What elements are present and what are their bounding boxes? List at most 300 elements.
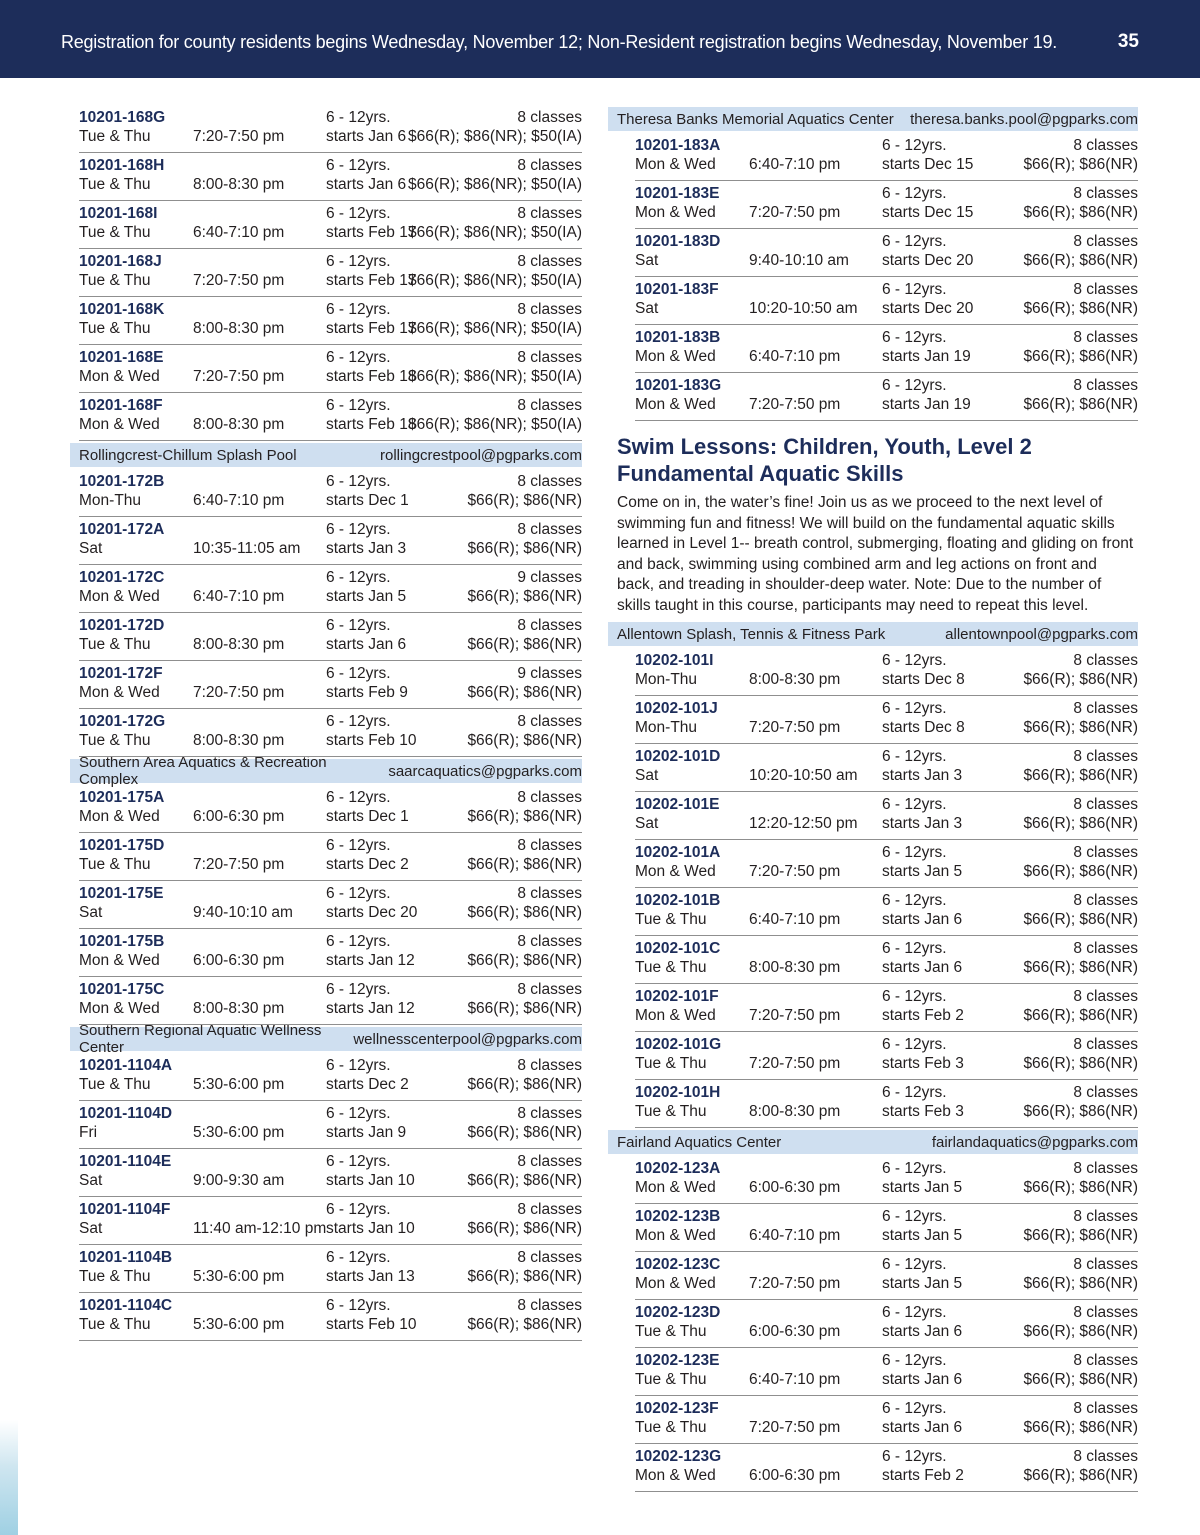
course-code: 10201-172F bbox=[79, 665, 163, 682]
listing-line-2 bbox=[79, 587, 582, 607]
class-count: 8 classes bbox=[1073, 940, 1138, 957]
class-listing bbox=[635, 650, 1138, 696]
start-date: starts Feb 18 bbox=[326, 416, 417, 433]
class-count: 8 classes bbox=[517, 253, 582, 270]
class-count: 8 classes bbox=[517, 1201, 582, 1218]
listing-line-1 bbox=[79, 300, 582, 320]
listing-line-1 bbox=[79, 396, 582, 416]
venue-header bbox=[70, 443, 582, 467]
class-listing bbox=[79, 883, 582, 929]
fee: $66(R); $86(NR); $50(IA) bbox=[407, 176, 582, 193]
listing-line-2 bbox=[635, 155, 1138, 175]
listing-line-1 bbox=[635, 891, 1138, 911]
class-listing bbox=[635, 1398, 1138, 1444]
meeting-days: Tue & Thu bbox=[635, 1419, 707, 1436]
age-range: 6 - 12yrs. bbox=[882, 1036, 947, 1053]
venue-group bbox=[79, 1022, 582, 1341]
listing-line-1 bbox=[79, 932, 582, 952]
fee: $66(R); $86(NR) bbox=[1023, 348, 1138, 365]
class-count: 8 classes bbox=[517, 617, 582, 634]
listing-line-1 bbox=[635, 651, 1138, 671]
meeting-time: 8:00-8:30 pm bbox=[193, 320, 285, 337]
venue-email-link[interactable]: fairlandaquatics@pgparks.com bbox=[931, 1133, 1138, 1151]
meeting-time: 7:20-7:50 pm bbox=[749, 863, 841, 880]
listing-line-1 bbox=[635, 699, 1138, 719]
listing-line-1 bbox=[79, 520, 582, 540]
meeting-time: 8:00-8:30 pm bbox=[193, 1000, 285, 1017]
decorative-water-splash bbox=[0, 1420, 18, 1535]
class-listing bbox=[79, 251, 582, 297]
meeting-time: 6:40-7:10 pm bbox=[749, 1227, 841, 1244]
meeting-days: Tue & Thu bbox=[79, 320, 151, 337]
listing-line-2 bbox=[79, 223, 582, 243]
age-range: 6 - 12yrs. bbox=[882, 1208, 947, 1225]
course-code: 10202-101B bbox=[635, 892, 721, 909]
class-count: 8 classes bbox=[1073, 652, 1138, 669]
meeting-time: 7:20-7:50 pm bbox=[193, 272, 285, 289]
meeting-time: 6:00-6:30 pm bbox=[193, 952, 285, 969]
meeting-time: 8:00-8:30 pm bbox=[193, 176, 285, 193]
class-listing bbox=[635, 1350, 1138, 1396]
age-range: 6 - 12yrs. bbox=[326, 473, 391, 490]
listing-line-2 bbox=[635, 395, 1138, 415]
class-count: 8 classes bbox=[1073, 796, 1138, 813]
age-range: 6 - 12yrs. bbox=[882, 233, 947, 250]
class-count: 8 classes bbox=[517, 981, 582, 998]
fee: $66(R); $86(NR) bbox=[1023, 1371, 1138, 1388]
meeting-time: 9:40-10:10 am bbox=[193, 904, 293, 921]
meeting-days: Tue & Thu bbox=[79, 224, 151, 241]
start-date: starts Jan 6 bbox=[882, 1419, 963, 1436]
meeting-time: 7:20-7:50 pm bbox=[193, 856, 285, 873]
class-count: 8 classes bbox=[1073, 185, 1138, 202]
fee: $66(R); $86(NR) bbox=[467, 1268, 582, 1285]
listing-line-2 bbox=[79, 175, 582, 195]
class-listing bbox=[79, 299, 582, 345]
course-code: 10202-101J bbox=[635, 700, 718, 717]
course-code: 10201-172A bbox=[79, 521, 165, 538]
class-listing bbox=[635, 1254, 1138, 1300]
course-code: 10201-183B bbox=[635, 329, 721, 346]
course-code: 10201-183G bbox=[635, 377, 722, 394]
meeting-time: 9:00-9:30 am bbox=[193, 1172, 285, 1189]
course-code: 10201-168F bbox=[79, 397, 163, 414]
fee: $66(R); $86(NR); $50(IA) bbox=[407, 320, 582, 337]
class-count: 8 classes bbox=[517, 713, 582, 730]
listing-line-2 bbox=[635, 910, 1138, 930]
meeting-days: Tue & Thu bbox=[79, 128, 151, 145]
listing-line-1 bbox=[79, 1056, 582, 1076]
class-count: 8 classes bbox=[517, 933, 582, 950]
fee: $66(R); $86(NR) bbox=[1023, 252, 1138, 269]
age-range: 6 - 12yrs. bbox=[326, 301, 391, 318]
age-range: 6 - 12yrs. bbox=[326, 665, 391, 682]
class-count: 8 classes bbox=[1073, 988, 1138, 1005]
age-range: 6 - 12yrs. bbox=[882, 281, 947, 298]
venue-name: Fairland Aquatics Center bbox=[617, 1133, 782, 1151]
fee: $66(R); $86(NR) bbox=[1023, 863, 1138, 880]
meeting-days: Sat bbox=[79, 540, 103, 557]
meeting-time: 7:20-7:50 pm bbox=[749, 1007, 841, 1024]
meeting-days: Mon-Thu bbox=[79, 492, 142, 509]
age-range: 6 - 12yrs. bbox=[326, 1105, 391, 1122]
fee: $66(R); $86(NR) bbox=[467, 1124, 582, 1141]
start-date: starts Jan 19 bbox=[882, 396, 971, 413]
listing-line-1 bbox=[635, 939, 1138, 959]
class-listing bbox=[635, 279, 1138, 325]
listing-line-2 bbox=[79, 951, 582, 971]
meeting-days: Mon & Wed bbox=[79, 684, 160, 701]
course-venue-groups bbox=[617, 622, 1138, 1492]
class-count: 8 classes bbox=[517, 1297, 582, 1314]
course-code: 10201-168I bbox=[79, 205, 158, 222]
class-count: 8 classes bbox=[517, 397, 582, 414]
left-column bbox=[79, 107, 582, 1343]
class-count: 9 classes bbox=[517, 569, 582, 586]
course-code: 10202-123D bbox=[635, 1304, 721, 1321]
class-listing bbox=[635, 890, 1138, 936]
listing-line-2 bbox=[79, 1315, 582, 1335]
fee: $66(R); $86(NR) bbox=[1023, 300, 1138, 317]
listing-line-2 bbox=[635, 1418, 1138, 1438]
meeting-time: 8:00-8:30 pm bbox=[749, 959, 841, 976]
fee: $66(R); $86(NR) bbox=[1023, 767, 1138, 784]
start-date: starts Jan 6 bbox=[326, 128, 407, 145]
age-range: 6 - 12yrs. bbox=[882, 1304, 947, 1321]
meeting-days: Tue & Thu bbox=[635, 1371, 707, 1388]
listing-line-1 bbox=[79, 568, 582, 588]
start-date: starts Jan 3 bbox=[326, 540, 407, 557]
fee: $66(R); $86(NR); $50(IA) bbox=[407, 272, 582, 289]
listing-line-2 bbox=[79, 807, 582, 827]
venue-email-link[interactable]: rollingcrestpool@pgparks.com bbox=[380, 446, 582, 464]
meeting-time: 11:40 am-12:10 pm bbox=[193, 1220, 327, 1237]
course-code: 10201-1104B bbox=[79, 1249, 173, 1266]
fee: $66(R); $86(NR) bbox=[1023, 1467, 1138, 1484]
listing-line-2 bbox=[79, 539, 582, 559]
listing-line-1 bbox=[635, 1351, 1138, 1371]
class-count: 8 classes bbox=[517, 1153, 582, 1170]
age-range: 6 - 12yrs. bbox=[882, 652, 947, 669]
meeting-time: 10:20-10:50 am bbox=[749, 767, 858, 784]
meeting-days: Tue & Thu bbox=[635, 959, 707, 976]
meeting-time: 6:00-6:30 pm bbox=[749, 1323, 841, 1340]
theresa-banks-group bbox=[617, 107, 1138, 421]
meeting-days: Mon & Wed bbox=[635, 1179, 716, 1196]
course-code: 10201-1104E bbox=[79, 1153, 172, 1170]
listing-line-1 bbox=[79, 1248, 582, 1268]
meeting-time: 7:20-7:50 pm bbox=[193, 684, 285, 701]
course-code: 10202-123B bbox=[635, 1208, 721, 1225]
course-code: 10202-101G bbox=[635, 1036, 722, 1053]
listing-line-1 bbox=[79, 712, 582, 732]
listing-line-2 bbox=[635, 814, 1138, 834]
class-count: 8 classes bbox=[1073, 377, 1138, 394]
class-listing bbox=[79, 1055, 582, 1101]
meeting-days: Tue & Thu bbox=[79, 636, 151, 653]
meeting-days: Mon & Wed bbox=[79, 808, 160, 825]
class-count: 8 classes bbox=[517, 157, 582, 174]
class-count: 8 classes bbox=[1073, 233, 1138, 250]
meeting-days: Mon & Wed bbox=[635, 1007, 716, 1024]
listing-line-2 bbox=[635, 1370, 1138, 1390]
age-range: 6 - 12yrs. bbox=[882, 1160, 947, 1177]
listing-line-1 bbox=[635, 184, 1138, 204]
class-listing bbox=[635, 842, 1138, 888]
start-date: starts Feb 17 bbox=[326, 272, 417, 289]
listing-line-1 bbox=[635, 1399, 1138, 1419]
meeting-days: Mon & Wed bbox=[79, 368, 160, 385]
meeting-time: 7:20-7:50 pm bbox=[749, 719, 841, 736]
course-code: 10201-175C bbox=[79, 981, 165, 998]
course-description: Come on in, the water’s fine! Join us as we proceed to the next level of swimming fun and fitness! We will build on the fundamental aquatic skills learned in Level 1-- breath control, submerging, floating and gliding on front and back, swimming using combined arm and leg actions on front and back, and treading in shoulder-deep water. Note: Due to the number of skills taught in this course, participants may need to repeat this level. bbox=[617, 494, 1134, 614]
age-range: 6 - 12yrs. bbox=[326, 1249, 391, 1266]
start-date: starts Jan 6 bbox=[882, 1371, 963, 1388]
start-date: starts Jan 5 bbox=[882, 863, 963, 880]
class-listing bbox=[79, 1295, 582, 1341]
start-date: starts Dec 20 bbox=[326, 904, 418, 921]
venue-email-link[interactable]: wellnesscenterpool@pgparks.com bbox=[353, 1030, 582, 1048]
meeting-days: Tue & Thu bbox=[635, 1323, 707, 1340]
course-title: Swim Lessons: Children, Youth, Level 2 Fundamental Aquatic Skills bbox=[617, 434, 1032, 486]
fee: $66(R); $86(NR) bbox=[467, 540, 582, 557]
fee: $66(R); $86(NR) bbox=[467, 492, 582, 509]
meeting-days: Sat bbox=[79, 904, 103, 921]
course-code: 10201-175B bbox=[79, 933, 165, 950]
class-count: 8 classes bbox=[517, 837, 582, 854]
course-code: 10202-123F bbox=[635, 1400, 719, 1417]
fee: $66(R); $86(NR) bbox=[1023, 1179, 1138, 1196]
age-range: 6 - 12yrs. bbox=[326, 837, 391, 854]
start-date: starts Jan 10 bbox=[326, 1172, 415, 1189]
registration-banner: Registration for county residents begins Wednesday, November 12; Non-Resident registration begins Wednesday, November 19. bbox=[61, 32, 1057, 52]
age-range: 6 - 12yrs. bbox=[326, 521, 391, 538]
meeting-days: Mon & Wed bbox=[79, 1000, 160, 1017]
fee: $66(R); $86(NR) bbox=[467, 732, 582, 749]
course-code: 10202-101C bbox=[635, 940, 721, 957]
class-listing bbox=[79, 931, 582, 977]
fee: $66(R); $86(NR); $50(IA) bbox=[407, 224, 582, 241]
listing-line-2 bbox=[79, 683, 582, 703]
class-listing bbox=[635, 698, 1138, 744]
meeting-days: Tue & Thu bbox=[635, 911, 707, 928]
age-range: 6 - 12yrs. bbox=[882, 1084, 947, 1101]
listing-line-1 bbox=[635, 1255, 1138, 1275]
meeting-time: 7:20-7:50 pm bbox=[749, 1275, 841, 1292]
class-count: 8 classes bbox=[1073, 748, 1138, 765]
listing-line-1 bbox=[635, 232, 1138, 252]
course-code: 10201-183D bbox=[635, 233, 721, 250]
meeting-days: Mon & Wed bbox=[635, 156, 716, 173]
start-date: starts Dec 8 bbox=[882, 671, 965, 688]
start-date: starts Dec 20 bbox=[882, 252, 974, 269]
age-range: 6 - 12yrs. bbox=[326, 205, 391, 222]
meeting-time: 9:40-10:10 am bbox=[749, 252, 849, 269]
start-date: starts Jan 5 bbox=[882, 1275, 963, 1292]
age-range: 6 - 12yrs. bbox=[882, 748, 947, 765]
meeting-days: Sat bbox=[79, 1220, 103, 1237]
class-count: 8 classes bbox=[517, 885, 582, 902]
age-range: 6 - 12yrs. bbox=[326, 109, 391, 126]
listing-line-2 bbox=[79, 1171, 582, 1191]
age-range: 6 - 12yrs. bbox=[882, 844, 947, 861]
class-count: 8 classes bbox=[1073, 329, 1138, 346]
fee: $66(R); $86(NR) bbox=[1023, 204, 1138, 221]
course-code: 10201-183A bbox=[635, 137, 721, 154]
listing-line-2 bbox=[635, 1274, 1138, 1294]
class-listing bbox=[79, 107, 582, 153]
age-range: 6 - 12yrs. bbox=[326, 1201, 391, 1218]
meeting-days: Mon & Wed bbox=[79, 588, 160, 605]
class-listing bbox=[635, 1158, 1138, 1204]
meeting-days: Sat bbox=[635, 300, 659, 317]
fee: $66(R); $86(NR) bbox=[1023, 959, 1138, 976]
class-listing bbox=[79, 203, 582, 249]
meeting-time: 6:40-7:10 pm bbox=[749, 348, 841, 365]
venue-name: Allentown Splash, Tennis & Fitness Park bbox=[617, 625, 886, 643]
listing-line-2 bbox=[79, 635, 582, 655]
class-listing bbox=[635, 375, 1138, 421]
course-code: 10201-172C bbox=[79, 569, 165, 586]
listing-line-2 bbox=[79, 415, 582, 435]
listing-line-2 bbox=[79, 731, 582, 751]
venue-email-link[interactable]: saarcaquatics@pgparks.com bbox=[388, 762, 582, 780]
fee: $66(R); $86(NR) bbox=[467, 588, 582, 605]
class-count: 8 classes bbox=[517, 473, 582, 490]
class-count: 8 classes bbox=[517, 1249, 582, 1266]
course-code: 10201-175E bbox=[79, 885, 164, 902]
fee: $66(R); $86(NR) bbox=[467, 856, 582, 873]
meeting-days: Mon & Wed bbox=[79, 416, 160, 433]
class-count: 8 classes bbox=[1073, 1084, 1138, 1101]
start-date: starts Jan 5 bbox=[882, 1179, 963, 1196]
course-code: 10201-168G bbox=[79, 109, 166, 126]
venue-name: Southern Regional Aquatic Wellness Center bbox=[79, 1022, 322, 1056]
listing-line-1 bbox=[635, 136, 1138, 156]
meeting-time: 5:30-6:00 pm bbox=[193, 1268, 285, 1285]
venue-header bbox=[70, 754, 582, 788]
meeting-time: 8:00-8:30 pm bbox=[749, 1103, 841, 1120]
fee: $66(R); $86(NR) bbox=[467, 1220, 582, 1237]
listing-line-2 bbox=[635, 1466, 1138, 1486]
class-count: 8 classes bbox=[517, 349, 582, 366]
fee: $66(R); $86(NR) bbox=[1023, 719, 1138, 736]
course-code: 10202-101D bbox=[635, 748, 721, 765]
course-code: 10202-101I bbox=[635, 652, 714, 669]
listing-line-1 bbox=[79, 1200, 582, 1220]
meeting-time: 7:20-7:50 pm bbox=[749, 396, 841, 413]
meeting-time: 6:40-7:10 pm bbox=[193, 492, 285, 509]
class-count: 8 classes bbox=[517, 521, 582, 538]
class-count: 8 classes bbox=[1073, 1160, 1138, 1177]
course-code: 10201-168E bbox=[79, 349, 164, 366]
class-count: 8 classes bbox=[517, 1057, 582, 1074]
meeting-time: 6:40-7:10 pm bbox=[193, 224, 285, 241]
start-date: starts Feb 10 bbox=[326, 1316, 417, 1333]
listing-line-1 bbox=[635, 1035, 1138, 1055]
class-listing bbox=[79, 155, 582, 201]
class-listing bbox=[79, 979, 582, 1025]
age-range: 6 - 12yrs. bbox=[326, 933, 391, 950]
listing-line-1 bbox=[79, 252, 582, 272]
meeting-days: Sat bbox=[635, 252, 659, 269]
venue-name: Southern Area Aquatics & Recreation Complex bbox=[79, 754, 327, 788]
meeting-days: Tue & Thu bbox=[79, 856, 151, 873]
listing-line-1 bbox=[79, 1104, 582, 1124]
start-date: starts Jan 9 bbox=[326, 1124, 407, 1141]
age-range: 6 - 12yrs. bbox=[882, 1400, 947, 1417]
age-range: 6 - 12yrs. bbox=[326, 1297, 391, 1314]
fee: $66(R); $86(NR) bbox=[1023, 1323, 1138, 1340]
fee: $66(R); $86(NR) bbox=[1023, 1055, 1138, 1072]
listing-line-2 bbox=[79, 271, 582, 291]
age-range: 6 - 12yrs. bbox=[326, 349, 391, 366]
listing-line-1 bbox=[79, 884, 582, 904]
listing-line-1 bbox=[79, 108, 582, 128]
listing-line-2 bbox=[635, 1102, 1138, 1122]
course-code: 10201-175D bbox=[79, 837, 165, 854]
listing-line-2 bbox=[635, 958, 1138, 978]
age-range: 6 - 12yrs. bbox=[326, 253, 391, 270]
listing-line-2 bbox=[79, 1123, 582, 1143]
listing-line-2 bbox=[635, 670, 1138, 690]
fee: $66(R); $86(NR) bbox=[1023, 1227, 1138, 1244]
fee: $66(R); $86(NR) bbox=[1023, 815, 1138, 832]
start-date: starts Dec 15 bbox=[882, 204, 974, 221]
class-listing bbox=[79, 1199, 582, 1245]
course-code: 10201-1104A bbox=[79, 1057, 173, 1074]
class-count: 8 classes bbox=[1073, 1352, 1138, 1369]
listing-line-1 bbox=[79, 664, 582, 684]
meeting-days: Mon & Wed bbox=[635, 1275, 716, 1292]
start-date: starts Jan 5 bbox=[326, 588, 407, 605]
course-code: 10201-172G bbox=[79, 713, 166, 730]
meeting-time: 5:30-6:00 pm bbox=[193, 1076, 285, 1093]
fee: $66(R); $86(NR) bbox=[467, 808, 582, 825]
class-count: 8 classes bbox=[1073, 1400, 1138, 1417]
listing-line-1 bbox=[79, 788, 582, 808]
page-number: 35 bbox=[1117, 31, 1139, 52]
start-date: starts Jan 6 bbox=[882, 911, 963, 928]
age-range: 6 - 12yrs. bbox=[882, 940, 947, 957]
venue-header bbox=[608, 107, 1138, 131]
meeting-days: Mon & Wed bbox=[635, 1467, 716, 1484]
fee: $66(R); $86(NR) bbox=[467, 904, 582, 921]
age-range: 6 - 12yrs. bbox=[882, 329, 947, 346]
listing-line-1 bbox=[635, 376, 1138, 396]
listing-line-1 bbox=[79, 1296, 582, 1316]
listing-line-1 bbox=[635, 328, 1138, 348]
class-count: 8 classes bbox=[1073, 844, 1138, 861]
venue-email-link[interactable]: theresa.banks.pool@pgparks.com bbox=[910, 110, 1138, 128]
listing-line-1 bbox=[79, 348, 582, 368]
listing-line-2 bbox=[79, 999, 582, 1019]
listing-line-1 bbox=[79, 616, 582, 636]
class-count: 8 classes bbox=[1073, 1448, 1138, 1465]
class-listing bbox=[635, 746, 1138, 792]
course-code: 10201-175A bbox=[79, 789, 165, 806]
meeting-days: Mon & Wed bbox=[635, 396, 716, 413]
class-listing bbox=[635, 231, 1138, 277]
listing-line-1 bbox=[635, 987, 1138, 1007]
listing-line-1 bbox=[635, 1207, 1138, 1227]
meeting-time: 8:00-8:30 pm bbox=[193, 416, 285, 433]
meeting-time: 8:00-8:30 pm bbox=[749, 671, 841, 688]
class-listing bbox=[635, 135, 1138, 181]
venue-email-link[interactable]: allentownpool@pgparks.com bbox=[945, 625, 1138, 643]
course-code: 10201-172D bbox=[79, 617, 165, 634]
listing-line-1 bbox=[79, 156, 582, 176]
